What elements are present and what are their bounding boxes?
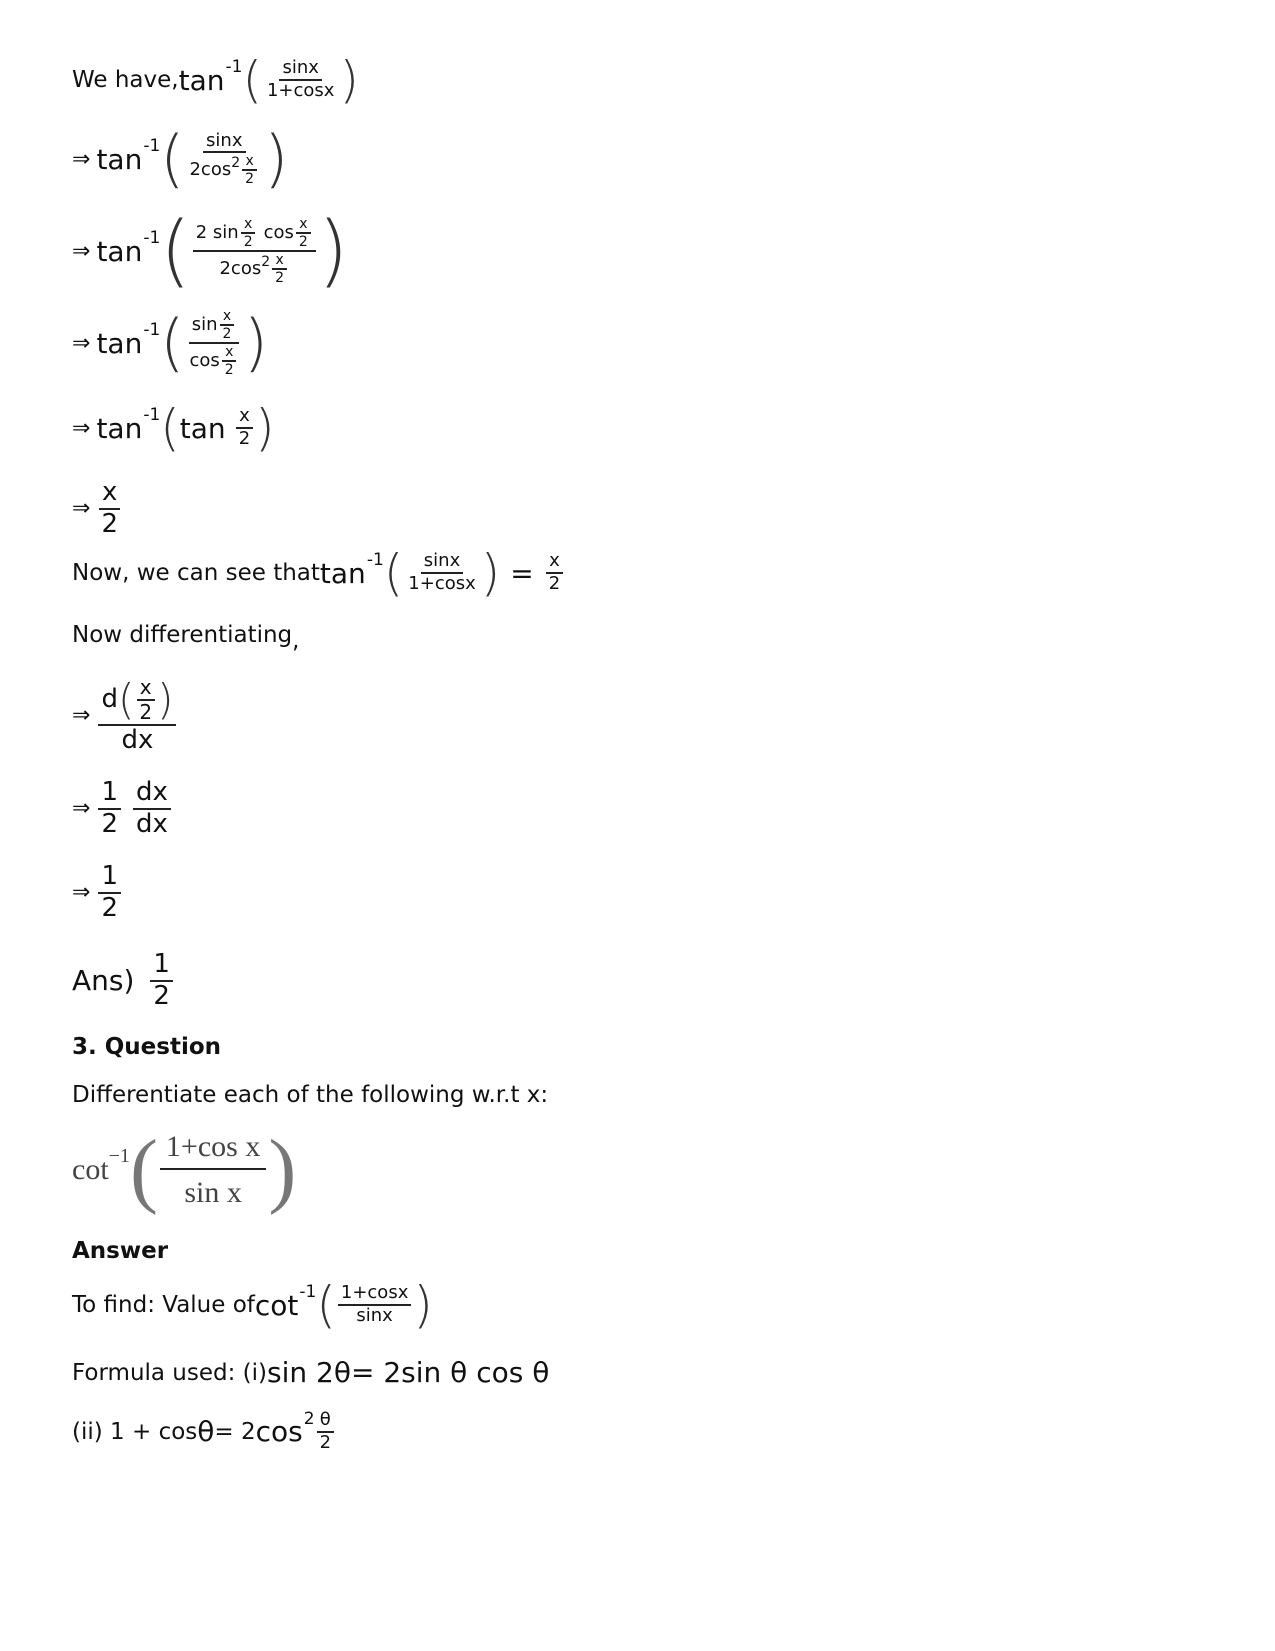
denominator: 1+cosx: [266, 80, 335, 101]
x: x: [222, 344, 236, 362]
cos: cos: [189, 349, 220, 371]
two-sin: 2 sin: [195, 221, 239, 243]
now-text: Now, we can see that: [72, 560, 320, 586]
step-line-11: [72, 862, 123, 924]
left-paren: (: [117, 675, 135, 724]
x: x: [242, 153, 256, 171]
right-paren: ): [264, 122, 289, 195]
inverse-exponent: -1: [143, 405, 161, 425]
x: x: [137, 676, 155, 701]
numerator: [98, 676, 176, 726]
step-line-9: [72, 676, 178, 756]
inverse-exponent: -1: [366, 550, 384, 570]
left-paren: (: [316, 1276, 336, 1334]
half-x: [136, 676, 155, 724]
numerator: sinx: [203, 131, 245, 154]
left-paren: (: [160, 122, 185, 195]
cos-func: cos: [255, 1415, 303, 1449]
fraction: [264, 58, 337, 101]
two: 2: [238, 428, 251, 449]
denominator: [186, 344, 241, 378]
to-find-line: [72, 1276, 433, 1334]
formula-1: sin 2θ= 2sin θ cos θ: [267, 1356, 550, 1389]
fraction: [186, 131, 262, 188]
denominator: sinx: [356, 1305, 393, 1326]
two: 2: [139, 700, 153, 724]
numerator: sinx: [279, 58, 321, 81]
denominator: 1+cosx: [408, 573, 476, 594]
two: 2: [153, 980, 170, 1011]
tan-func: tan: [96, 142, 143, 176]
step-line-8: [72, 622, 300, 654]
inverse-exponent: -1: [143, 320, 161, 341]
half-x: [242, 153, 257, 187]
half-theta: [317, 1410, 334, 1453]
step-line-2: [72, 122, 289, 195]
question-heading: 3. Question: [72, 1034, 222, 1060]
formula-line-1: [72, 1356, 549, 1389]
tan-func: tan: [319, 556, 366, 590]
step-line-5: [72, 399, 275, 457]
half-x: [98, 478, 121, 540]
half-x: [220, 308, 235, 342]
right-paren: ): [268, 1123, 297, 1216]
equals-two: = 2: [214, 1418, 256, 1445]
implies-arrow: ⇒: [72, 703, 91, 729]
step-line-7: [72, 544, 565, 602]
two: 2: [101, 808, 118, 839]
to-find-text: To find: Value of: [72, 1292, 255, 1318]
step-line-10: [72, 778, 173, 840]
right-paren: ): [413, 1276, 433, 1334]
tan-func: tan: [96, 326, 143, 360]
formula-2-label: (ii) 1 + cos: [72, 1418, 198, 1445]
denominator: dx: [121, 725, 154, 755]
two: 2: [101, 892, 118, 923]
square-exp: 2: [303, 1408, 315, 1429]
tan-word: tan: [179, 411, 226, 445]
right-paren: ): [480, 544, 501, 602]
implies-arrow: ⇒: [72, 796, 91, 822]
inverse-exponent: -1: [225, 57, 243, 77]
half-x: [272, 252, 287, 286]
tan-func: tan: [178, 63, 225, 97]
left-paren: (: [160, 206, 191, 296]
one: 1: [98, 862, 121, 894]
denominator: [216, 252, 292, 286]
square-exp: 2: [261, 254, 271, 271]
inverse-exponent: -1: [143, 136, 161, 156]
step-line-3: [72, 206, 349, 296]
step-line-6: [72, 478, 123, 540]
inverse-exponent: -1: [143, 228, 161, 248]
half-x: [236, 406, 253, 449]
numerator: sinx: [421, 551, 463, 574]
two: 2: [243, 233, 253, 250]
sin: sin: [191, 313, 218, 335]
implies-arrow: ⇒: [72, 330, 91, 356]
right-paren: ): [157, 675, 174, 724]
fraction: [186, 308, 241, 378]
fraction: [338, 1283, 411, 1326]
half: [98, 778, 121, 840]
left-paren: (: [242, 51, 262, 109]
fraction: [160, 1130, 266, 1211]
tan-func: tan: [96, 411, 143, 445]
fraction: [405, 551, 478, 594]
x: x: [241, 216, 255, 234]
right-paren: ): [317, 206, 349, 296]
question-expression: [72, 1123, 297, 1216]
x: x: [272, 252, 286, 270]
half: [98, 862, 121, 924]
ans-label: Ans): [72, 964, 135, 998]
derivative-fraction: [98, 676, 176, 756]
cot-func: cot: [72, 1153, 109, 1186]
intro-text: We have,: [72, 67, 179, 93]
square-exp: 2: [231, 155, 241, 172]
two: 2: [275, 270, 285, 287]
step-line-4: [72, 308, 268, 378]
implies-arrow: ⇒: [72, 146, 91, 172]
comma: ,: [292, 628, 300, 654]
left-paren: (: [160, 399, 180, 457]
tan-func: tan: [96, 234, 143, 268]
two: 2: [319, 1431, 332, 1453]
half-x: [222, 344, 237, 378]
x: x: [220, 308, 234, 326]
cos: cos: [263, 221, 294, 243]
numerator: [193, 216, 316, 252]
half: [150, 950, 173, 1012]
dx: dx: [135, 808, 168, 839]
two: 2: [222, 326, 232, 343]
formula-label: Formula used: (i): [72, 1359, 268, 1386]
denominator: [186, 153, 262, 187]
denominator: sin x: [184, 1176, 242, 1209]
half-x: [546, 551, 563, 594]
step-line-1: [72, 51, 359, 109]
two: 2: [298, 233, 308, 250]
numerator: [189, 308, 240, 344]
cot-func: cot: [254, 1288, 299, 1322]
inverse-exponent: -1: [299, 1282, 317, 1302]
implies-arrow: ⇒: [72, 415, 91, 441]
x: x: [296, 216, 310, 234]
dx-over-dx: [133, 778, 171, 840]
x: x: [99, 478, 120, 510]
two: 2: [101, 508, 118, 539]
two: 2: [224, 362, 234, 379]
inverse-exponent: −1: [108, 1144, 130, 1167]
left-paren: (: [129, 1123, 158, 1216]
equals-sign: =: [510, 556, 534, 590]
x: x: [236, 406, 253, 429]
two: 2: [245, 171, 255, 188]
question-prompt: Differentiate each of the following w.r.t x:: [72, 1082, 549, 1108]
right-paren: ): [339, 51, 359, 109]
fraction: [193, 216, 316, 286]
two-cos: 2cos: [189, 159, 232, 180]
answer-line: [72, 950, 175, 1012]
one: 1: [150, 950, 173, 982]
numerator: 1+cosx: [338, 1283, 411, 1306]
one: 1: [98, 778, 121, 810]
left-paren: (: [160, 306, 185, 380]
implies-arrow: ⇒: [72, 238, 91, 264]
formula-line-2: [72, 1410, 336, 1453]
theta: θ: [317, 1410, 334, 1433]
theta: θ: [197, 1415, 215, 1449]
half-x: [296, 216, 311, 250]
dx: dx: [133, 778, 171, 810]
numerator: 1+cos x: [160, 1130, 266, 1171]
implies-arrow: ⇒: [72, 880, 91, 906]
diff-text: Now differentiating: [72, 622, 293, 648]
x: x: [546, 551, 563, 574]
two-cos: 2cos: [219, 257, 262, 279]
half-x: [241, 216, 256, 250]
implies-arrow: ⇒: [72, 496, 91, 522]
answer-heading: Answer: [72, 1238, 169, 1264]
right-paren: ): [243, 306, 268, 380]
left-paren: (: [383, 544, 404, 602]
d: d: [101, 684, 118, 715]
right-paren: ): [255, 399, 275, 457]
two: 2: [548, 573, 561, 594]
